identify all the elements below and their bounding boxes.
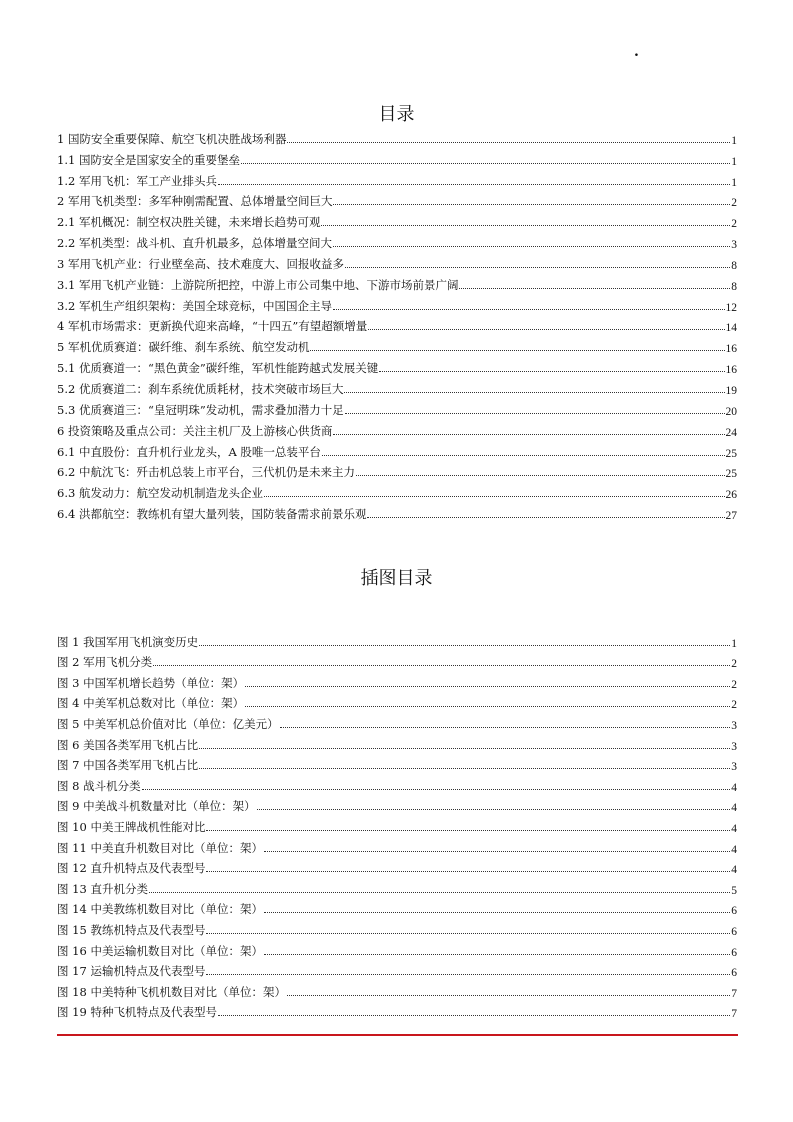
toc-entry-label: 2 军用飞机类型：多军种刚需配置、总体增量空间巨大 — [57, 194, 333, 209]
toc-entry-label: 6 投资策略及重点公司：关注主机厂及上游核心供货商 — [57, 423, 333, 438]
figure-entry[interactable] — [57, 856, 737, 877]
dot-leader — [345, 413, 725, 414]
toc-entry-page-number: 2 — [731, 218, 737, 231]
toc-entry[interactable] — [57, 230, 737, 251]
toc-entry-label: 2.1 军机概况：制空权决胜关键，未来增长趋势可观 — [57, 215, 321, 230]
figure-list — [57, 629, 737, 1020]
figure-entry-page-number: 2 — [731, 678, 737, 691]
toc-entry[interactable] — [57, 147, 737, 168]
toc-entry-label: 1.2 军用飞机：军工产业排头兵 — [57, 173, 217, 188]
toc-entry[interactable] — [57, 168, 737, 189]
dot-leader — [199, 768, 730, 769]
dot-leader — [287, 142, 730, 143]
toc-entry-label: 3.1 军用飞机产业链：上游院所把控，中游上市公司集中地、下游市场前景广阔 — [57, 277, 459, 292]
figure-entry-page-number: 3 — [731, 740, 737, 753]
dot-leader — [345, 267, 730, 268]
toc-entry[interactable] — [57, 272, 737, 293]
toc-entry[interactable] — [57, 314, 737, 335]
header-dot-mark: . — [634, 44, 639, 60]
toc-title: 目录 — [378, 104, 415, 125]
figure-entry-page-number: 7 — [731, 987, 737, 1000]
toc-entry[interactable] — [57, 334, 737, 355]
figure-entry[interactable] — [57, 629, 737, 650]
dot-leader — [257, 809, 731, 810]
dot-leader — [333, 434, 724, 435]
figure-entry-page-number: 4 — [731, 802, 737, 815]
figure-entry-label: 图 2 军用飞机分类 — [57, 655, 153, 670]
toc-entry[interactable] — [57, 460, 737, 481]
figure-entry-page-number: 7 — [731, 1008, 737, 1021]
figure-entry[interactable] — [57, 650, 737, 671]
toc-entry-label: 6.4 洪都航空：教练机有望大量列装，国防装备需求前景乐观 — [57, 507, 367, 522]
toc-entry-page-number: 8 — [731, 280, 737, 293]
figure-entry-page-number: 6 — [731, 946, 737, 959]
toc-entry-page-number: 25 — [725, 468, 737, 481]
toc-entry[interactable] — [57, 355, 737, 376]
toc-entry-label: 3 军用飞机产业：行业壁垒高、技术难度大、回报收益多 — [57, 256, 344, 271]
toc-entry-page-number: 2 — [731, 197, 737, 210]
figure-entry[interactable] — [57, 773, 737, 794]
figure-entry-page-number: 2 — [731, 699, 737, 712]
toc-entry[interactable] — [57, 189, 737, 210]
figure-entry-label: 图 16 中美运输机数目对比（单位：架） — [57, 943, 263, 958]
dot-leader — [344, 392, 724, 393]
figure-entry-label: 图 9 中美战斗机数量对比（单位：架） — [57, 799, 256, 814]
toc-entry-page-number: 3 — [731, 239, 737, 252]
toc-entry[interactable] — [57, 251, 737, 272]
toc-entry-label: 1 国防安全重要保障、航空飞机决胜战场利器 — [57, 131, 287, 146]
figure-entry-page-number: 6 — [731, 905, 737, 918]
figure-entry-page-number: 6 — [731, 925, 737, 938]
toc-entry-label: 6.3 航发动力：航空发动机制造龙头企业 — [57, 486, 263, 501]
toc-entry[interactable] — [57, 209, 737, 230]
figure-entry-label: 图 15 教练机特点及代表型号 — [57, 922, 206, 937]
toc-entry-page-number: 27 — [725, 510, 737, 523]
figure-entry[interactable] — [57, 897, 737, 918]
dot-leader — [356, 475, 725, 476]
dot-leader — [321, 225, 730, 226]
dot-leader — [287, 995, 730, 996]
figure-entry-page-number: 6 — [731, 967, 737, 980]
toc-entry-page-number: 16 — [725, 364, 737, 377]
toc-entry[interactable] — [57, 418, 737, 439]
dot-leader — [199, 645, 730, 646]
figure-entry[interactable] — [57, 876, 737, 897]
figure-entry-page-number: 5 — [731, 884, 737, 897]
dot-leader — [206, 871, 730, 872]
toc-entry-label: 5 军机优质赛道：碳纤维、刹车系统、航空发动机 — [57, 340, 310, 355]
figure-entry-label: 图 12 直升机特点及代表型号 — [57, 861, 206, 876]
dot-leader — [333, 204, 730, 205]
toc-entry-label: 6.1 中直股份：直升机行业龙头，A 股唯一总装平台 — [57, 444, 321, 459]
toc-entry-label: 1.1 国防安全是国家安全的重要堡垒 — [57, 152, 240, 167]
figure-entry-page-number: 4 — [731, 781, 737, 794]
toc-entry-page-number: 1 — [731, 176, 737, 189]
figure-entry-label: 图 5 中美军机总价值对比（单位：亿美元） — [57, 716, 279, 731]
toc-entry[interactable] — [57, 293, 737, 314]
dot-leader — [149, 892, 730, 893]
toc-entry-page-number: 25 — [725, 447, 737, 460]
toc-entry-label: 5.2 优质赛道二：刹车系统优质耗材，技术突破市场巨大 — [57, 381, 344, 396]
dot-leader — [379, 371, 724, 372]
figure-entry[interactable] — [57, 1000, 737, 1021]
figure-entry-label: 图 4 中美军机总数对比（单位：架） — [57, 696, 245, 711]
toc-entry-page-number: 26 — [725, 489, 737, 502]
dot-leader — [264, 851, 730, 852]
figure-list-title: 插图目录 — [360, 568, 433, 589]
dot-leader — [264, 912, 730, 913]
dot-leader — [245, 686, 730, 687]
dot-leader — [367, 517, 724, 518]
figure-entry[interactable] — [57, 794, 737, 815]
toc-entry-label: 3.2 军机生产组织架构：美国全球竞标，中国国企主导 — [57, 298, 332, 313]
toc-entry-label: 5.1 优质赛道一：“黑色黄金”碳纤维，军机性能跨越式发展关键 — [57, 361, 379, 376]
figure-entry-label: 图 3 中国军机增长趋势（单位：架） — [57, 675, 245, 690]
figure-entry[interactable] — [57, 835, 737, 856]
toc-entry-label: 5.3 优质赛道三：“皇冠明珠”发动机，需求叠加潜力十足 — [57, 402, 344, 417]
figure-entry-label: 图 8 战斗机分类 — [57, 778, 141, 793]
dot-leader — [333, 309, 725, 310]
toc-entry-label: 2.2 军机类型：战斗机、直升机最多，总体增量空间大 — [57, 236, 332, 251]
dot-leader — [241, 163, 730, 164]
figure-entry-label: 图 7 中国各类军用飞机占比 — [57, 758, 199, 773]
figure-entry-page-number: 3 — [731, 761, 737, 774]
toc-entry-label: 6.2 中航沈飞：歼击机总装上市平台，三代机仍是未来主力 — [57, 465, 355, 480]
toc-entry-page-number: 8 — [731, 259, 737, 272]
figure-entry-label: 图 6 美国各类军用飞机占比 — [57, 737, 199, 752]
dot-leader — [153, 665, 730, 666]
figure-entry-page-number: 4 — [731, 843, 737, 856]
toc-entry-page-number: 12 — [725, 301, 737, 314]
figure-entry-label: 图 14 中美教练机数目对比（单位：架） — [57, 902, 263, 917]
figure-entry-page-number: 4 — [731, 822, 737, 835]
toc-entry-label: 4 军机市场需求：更新换代迎来高峰，“十四五”有望超额增量 — [57, 319, 368, 334]
figure-entry-label: 图 17 运输机特点及代表型号 — [57, 964, 206, 979]
dot-leader — [280, 727, 731, 728]
figure-entry-label: 图 19 特种飞机特点及代表型号 — [57, 1005, 217, 1020]
figure-entry-label: 图 11 中美直升机数目对比（单位：架） — [57, 840, 263, 855]
figure-entry[interactable] — [57, 753, 737, 774]
dot-leader — [333, 246, 730, 247]
figure-entry[interactable] — [57, 959, 737, 980]
toc-entry-page-number: 16 — [725, 343, 737, 356]
dot-leader — [368, 329, 724, 330]
toc-entry-page-number: 1 — [731, 134, 737, 147]
bottom-divider-rule — [57, 1034, 738, 1036]
toc-entry-page-number: 24 — [725, 426, 737, 439]
dot-leader — [218, 184, 730, 185]
dot-leader — [322, 455, 725, 456]
figure-entry[interactable] — [57, 711, 737, 732]
toc-entry[interactable] — [57, 439, 737, 460]
figure-entry-label: 图 1 我国军用飞机演变历史 — [57, 634, 199, 649]
dot-leader — [206, 974, 730, 975]
dot-leader — [264, 954, 730, 955]
figure-entry-label: 图 18 中美特种飞机机数目对比（单位：架） — [57, 984, 286, 999]
figure-entry-page-number: 3 — [731, 719, 737, 732]
figure-entry-page-number: 2 — [731, 658, 737, 671]
dot-leader — [206, 830, 730, 831]
dot-leader — [264, 496, 725, 497]
toc-entry-page-number: 14 — [725, 322, 737, 335]
toc-list — [57, 126, 737, 522]
figure-entry-label: 图 13 直升机分类 — [57, 881, 148, 896]
toc-entry-page-number: 1 — [731, 155, 737, 168]
figure-entry-page-number: 1 — [731, 637, 737, 650]
dot-leader — [245, 706, 730, 707]
dot-leader — [459, 288, 730, 289]
toc-entry[interactable] — [57, 501, 737, 522]
figure-entry[interactable] — [57, 814, 737, 835]
figure-entry[interactable] — [57, 732, 737, 753]
figure-entry-label: 图 10 中美王牌战机性能对比 — [57, 819, 206, 834]
figure-entry[interactable] — [57, 938, 737, 959]
toc-entry-page-number: 19 — [725, 384, 737, 397]
dot-leader — [206, 933, 730, 934]
dot-leader — [218, 1015, 730, 1016]
dot-leader — [310, 350, 724, 351]
toc-entry[interactable] — [57, 376, 737, 397]
figure-entry[interactable] — [57, 670, 737, 691]
dot-leader — [199, 748, 730, 749]
toc-entry[interactable] — [57, 397, 737, 418]
figure-entry[interactable] — [57, 691, 737, 712]
toc-entry[interactable] — [57, 480, 737, 501]
toc-entry[interactable] — [57, 126, 737, 147]
figure-entry[interactable] — [57, 979, 737, 1000]
toc-entry-page-number: 20 — [725, 405, 737, 418]
dot-leader — [142, 789, 731, 790]
figure-entry-page-number: 4 — [731, 864, 737, 877]
figure-entry[interactable] — [57, 917, 737, 938]
